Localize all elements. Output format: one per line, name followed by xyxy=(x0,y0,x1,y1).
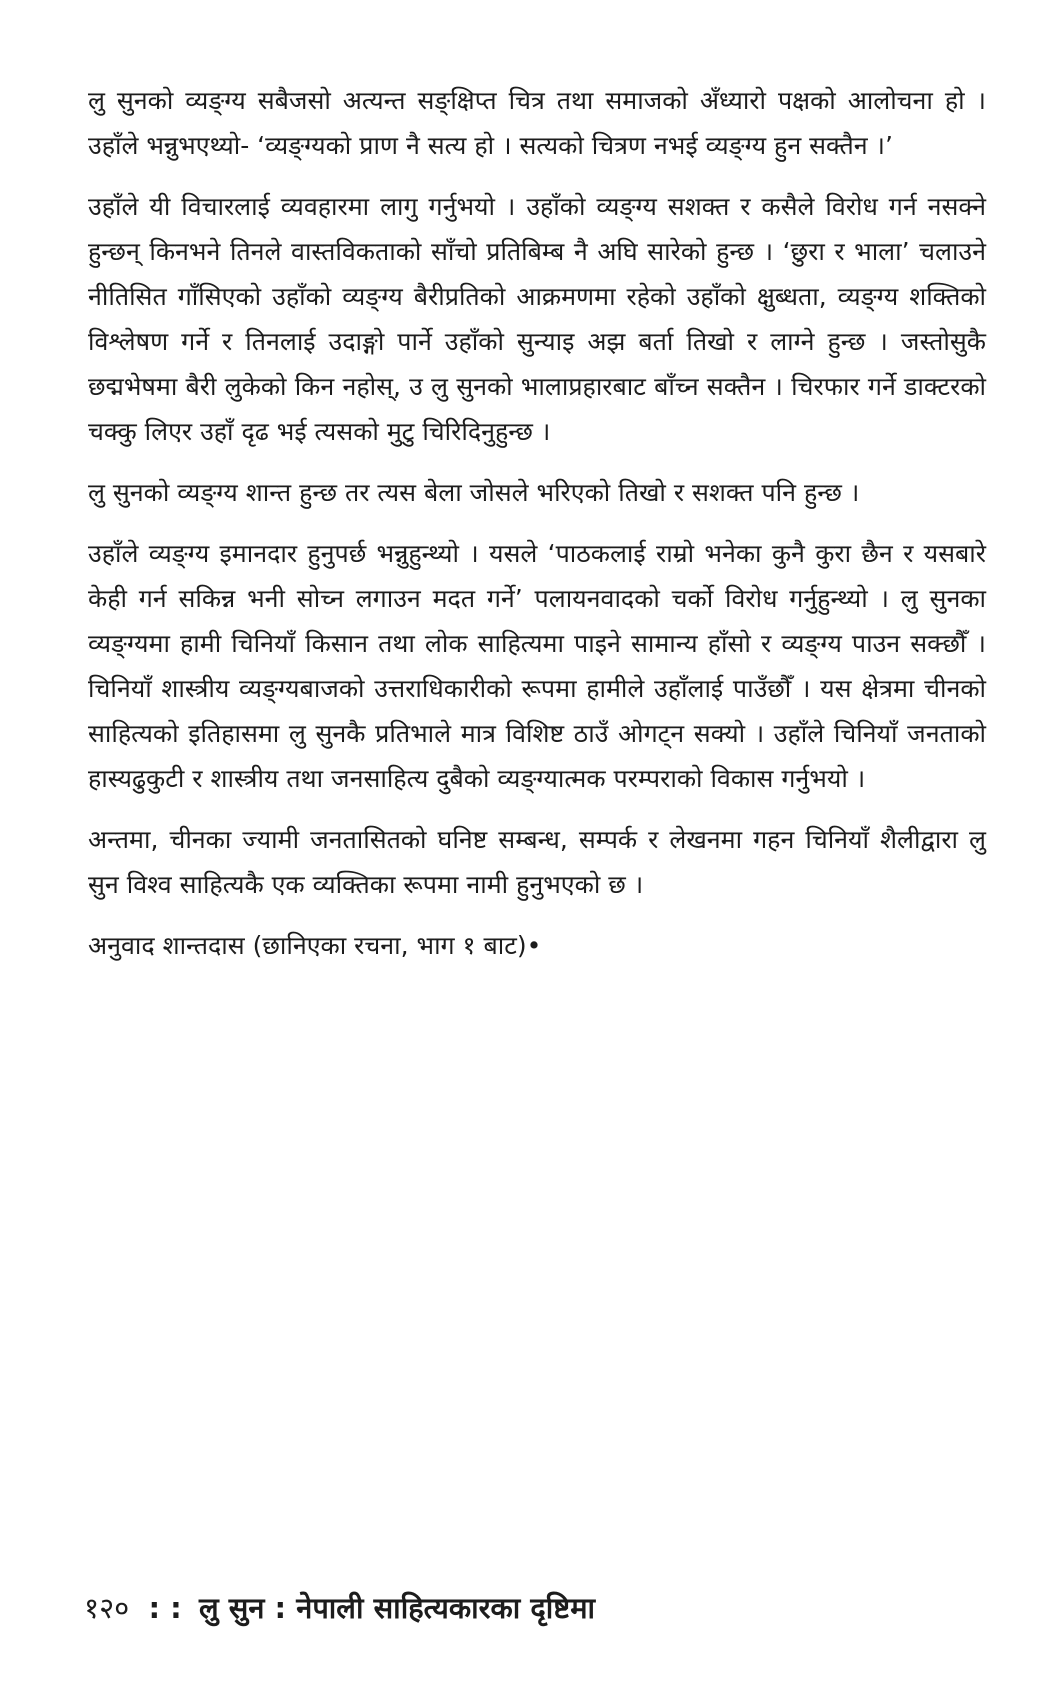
paragraph-4: उहाँले व्यङ्ग्य इमानदार हुनुपर्छ भन्नुहुन्थ्यो । यसले ‘पाठकलाई राम्रो भनेका कुनै कुरा छैन र यसबारे केही गर्न सकिन्न भनी सोच्न लगाउन मदत गर्ने’ पलायनवादको चर्को विरोध गर्नुहुन्थ्यो । लु सुनका व्यङ्ग्यमा हामी चिनियाँ किसान तथा लोक साहित्यमा पाइने सामान्य हाँसो र व्यङ्ग्य पाउन सक्छौँ । चिनियाँ शास्त्रीय व्यङ्ग्यबाजको उत्तराधिकारीको रूपमा हामीले उहाँलाई पाउँछौँ । यस क्षेत्रमा चीनको साहित्यको इतिहासमा लु सुनकै प्रतिभाले मात्र विशिष्ट ठाउँ ओगट्न सक्यो । उहाँले चिनियाँ जनताको हास्यढुकुटी र शास्त्रीय तथा जनसाहित्य दुबैको व्यङ्ग्यात्मक परम्पराको विकास गर्नुभयो । xyxy=(88,539,986,793)
paragraph-2: उहाँले यी विचारलाई व्यवहारमा लागु गर्नुभयो । उहाँको व्यङ्ग्य सशक्त र कसैले विरोध गर्न नसक्ने हुन्छन् किनभने तिनले वास्तविकताको साँचो प्रतिबिम्ब नै अघि सारेको हुन्छ । ‘छुरा र भाला’ चलाउने नीतिसित गाँसिएको उहाँको व्यङ्ग्य बैरीप्रतिको आक्रमणमा रहेको उहाँको क्षुब्धता, व्यङ्ग्य शक्तिको विश्लेषण गर्ने र तिनलाई उदाङ्गो पार्ने उहाँको सुन्याइ अझ बर्ता तिखो र लाग्ने हुन्छ । जस्तोसुकै छद्मभेषमा बैरी लुकेको किन नहोस्, उ लु सुनको भालाप्रहारबाट बाँच्न सक्तैन । चिरफार गर्ने डाक्टरको चक्कु लिएर उहाँ दृढ भई त्यसको मुटु चिरिदिनुहुन्छ । xyxy=(88,192,986,446)
book-title: लु सुन : नेपाली साहित्यकारका दृष्टिमा xyxy=(198,1591,596,1625)
page-body xyxy=(88,78,986,984)
page-footer xyxy=(84,1588,595,1628)
source-note: अनुवाद शान्तदास (छानिएका रचना, भाग १ बाट)• xyxy=(88,931,542,960)
paragraph-1: लु सुनको व्यङ्ग्य सबैजसो अत्यन्त सङ्क्षिप्त चित्र तथा समाजको अँध्यारो पक्षको आलोचना हो । उहाँले भन्नुभएथ्यो- ‘व्यङ्ग्यको प्राण नै सत्य हो । सत्यको चित्रण नभई व्यङ्ग्य हुन सक्तैन ।’ xyxy=(88,86,986,160)
page-number: १२० xyxy=(84,1591,130,1625)
paragraph-5: अन्तमा, चीनका ज्यामी जनतासितको घनिष्ट सम्बन्ध, सम्पर्क र लेखनमा गहन चिनियाँ शैलीद्वारा लु सुन विश्व साहित्यकै एक व्यक्तिका रूपमा नामी हुनुभएको छ । xyxy=(88,825,986,899)
paragraph-3: लु सुनको व्यङ्ग्य शान्त हुन्छ तर त्यस बेला जोसले भरिएको तिखो र सशक्त पनि हुन्छ । xyxy=(88,478,860,507)
footer-separator: : : xyxy=(148,1591,182,1625)
